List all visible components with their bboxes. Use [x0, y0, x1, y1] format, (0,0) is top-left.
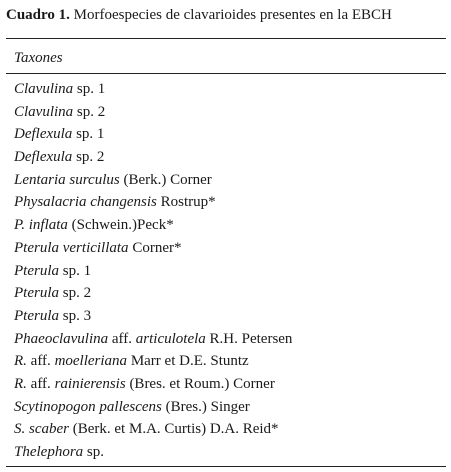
- caption-label: Cuadro 1.: [6, 7, 70, 23]
- taxon-segment: aff.: [26, 375, 55, 392]
- taxon-segment: aff.: [26, 353, 55, 370]
- taxon-segment: rainierensis: [54, 375, 126, 392]
- table-row: [14, 260, 292, 283]
- table-row: [14, 373, 292, 396]
- taxon-segment: P. inflata: [14, 217, 68, 234]
- taxon-segment: Pterula verticillata: [14, 239, 129, 256]
- table-header-rule: [6, 73, 446, 74]
- taxon-segment: S. scaber: [14, 421, 69, 438]
- taxon-segment: sp. 3: [59, 307, 92, 324]
- taxon-segment: (Bres. et Roum.) Corner: [125, 375, 275, 392]
- taxon-segment: Phaeoclavulina: [14, 330, 109, 347]
- table-row: [14, 305, 292, 328]
- taxon-segment: sp. 1: [59, 262, 92, 279]
- taxon-segment: moelleriana: [54, 353, 128, 370]
- taxon-segment: Thelephora: [14, 444, 84, 460]
- table-row: [14, 441, 292, 464]
- table-row: [14, 396, 292, 419]
- taxon-segment: Pterula: [14, 262, 59, 279]
- taxon-segment: Pterula: [14, 307, 59, 324]
- table-top-rule: [6, 38, 446, 39]
- table-row: [14, 328, 292, 351]
- taxon-segment: aff.: [108, 330, 136, 347]
- taxon-segment: (Schwein.)Peck*: [67, 217, 174, 234]
- taxon-segment: sp.: [83, 444, 105, 460]
- table-row: [14, 350, 292, 373]
- taxon-segment: Corner*: [128, 239, 182, 256]
- taxon-segment: Deflexula: [14, 126, 73, 143]
- taxon-segment: sp. 2: [59, 285, 92, 302]
- table-row: [14, 214, 292, 237]
- taxon-segment: articulotela: [135, 330, 206, 347]
- taxon-segment: Physalacria changensis: [14, 194, 157, 211]
- table-row: [14, 191, 292, 214]
- taxon-segment: Clavulina: [14, 103, 74, 120]
- table-row: [14, 418, 292, 441]
- table-bottom-rule: [6, 466, 446, 467]
- taxon-segment: R.H. Petersen: [205, 330, 293, 347]
- table-row: [14, 282, 292, 305]
- taxon-segment: Marr et D.E. Stuntz: [127, 353, 249, 370]
- taxon-segment: Scytinopogon pallescens: [14, 398, 162, 415]
- taxon-segment: (Berk. et M.A. Curtis) D.A. Reid*: [69, 421, 279, 438]
- taxon-segment: (Berk.) Corner: [119, 171, 212, 188]
- table-caption: [6, 5, 392, 25]
- taxa-list: [14, 78, 292, 464]
- table-row: [14, 237, 292, 260]
- column-header-taxones: Taxones: [14, 50, 63, 66]
- taxon-segment: sp. 1: [73, 81, 106, 97]
- caption-text: Morfoespecies de clavarioides presentes en la EBCH: [69, 7, 392, 23]
- taxon-segment: sp. 1: [72, 126, 105, 143]
- table-row: [14, 101, 292, 124]
- taxon-segment: sp. 2: [73, 103, 106, 120]
- table-row: [14, 169, 292, 192]
- taxon-segment: R.: [14, 353, 27, 370]
- taxon-segment: sp. 2: [72, 149, 105, 166]
- table-row: [14, 123, 292, 146]
- taxon-segment: Clavulina: [14, 81, 74, 97]
- taxon-segment: Lentaria surculus: [14, 171, 120, 188]
- taxon-segment: Deflexula: [14, 149, 73, 166]
- table-row: [14, 78, 292, 101]
- table-row: [14, 146, 292, 169]
- taxon-segment: (Bres.) Singer: [161, 398, 250, 415]
- taxon-segment: Pterula: [14, 285, 59, 302]
- taxon-segment: R.: [14, 375, 27, 392]
- taxon-segment: Rostrup*: [156, 194, 216, 211]
